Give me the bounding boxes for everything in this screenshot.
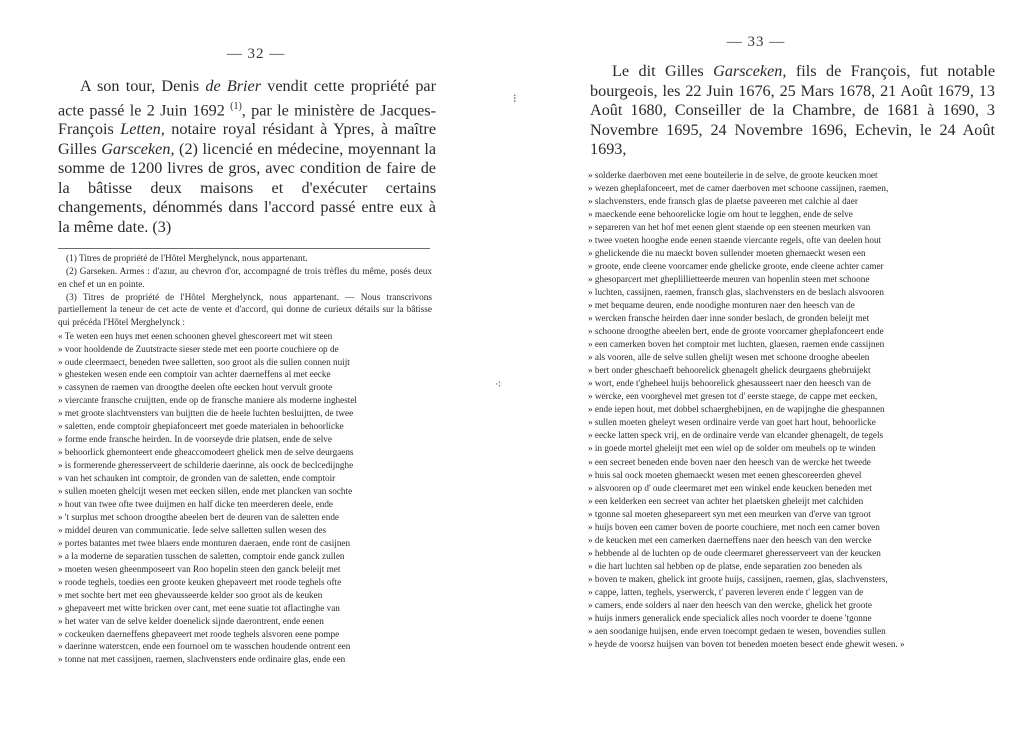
- quote-line: » cassynen de raemen van droogthe deelen ofte eecken hout vervult groote: [58, 382, 333, 393]
- quote-line: » alsvooren op d' oude cleermaret met een winkel ende keucken beneden met: [588, 482, 872, 493]
- quote-line: » wort, ende t'gheheel huijs behoorelick ghesausseert naer den heesch van de: [588, 378, 871, 389]
- quoted-deed-left: [58, 330, 432, 667]
- quoted-deed-right: [588, 169, 1004, 652]
- quote-line: » met bequame deuren, ende noodighe monturen naer den heesch van de: [588, 299, 855, 310]
- quote-line: » forme ende fransche heirden. In de voorseyde drie platsen, ende de selve: [58, 434, 332, 445]
- left-page: [0, 0, 500, 750]
- quote-line: » ghesteken wesen ende een comptoir van achter daerneffens al met eecke: [58, 369, 331, 380]
- main-paragraph: [590, 62, 995, 160]
- quote-line: » van het schauken int comptoir, de gronden van de saletten, ende comptoir: [58, 473, 336, 484]
- quote-line: » een kelderken een secreet van achter het plaetsken gheleijt met calchiden: [588, 495, 864, 506]
- footnote-1: (1) Titres de propriété de l'Hôtel Merghelynck, nous appartenant.: [66, 254, 308, 265]
- text-run: , par le ministère de Jacques-François: [58, 100, 436, 139]
- quote-line: » daerinne waterstcen, ende een fournoel om te wasschen houdende ontrent een: [58, 641, 351, 652]
- quote-line: » saletten, ende comptoir ghepiafonceert met goede materialen in behoorlicke: [58, 421, 344, 432]
- quote-line: » maeckende eene behoorelicke logie om hout te legghen, ende de selve: [588, 208, 853, 219]
- text-run: notaire royal résidant à Ypres, à maître Gilles: [58, 120, 437, 158]
- main-paragraph: [58, 77, 436, 237]
- quote-line: » cockeuken daerneffens ghepaveert met roode teghels alsvoren eene pompe: [58, 628, 340, 639]
- quote-line: » tonne nat met cassijnen, raemen, slachvensters ende ordinaire glas, ende een: [58, 654, 346, 665]
- quote-line: » ghepaveert met witte bricken over cant, met eene suatie tot aflactinghe van: [58, 602, 340, 613]
- quote-line: » solderke daerboven met eene bouteilerie in de selve, de groote keucken moet: [588, 169, 878, 180]
- page-number: — 33 —: [726, 34, 786, 50]
- quote-line: » hebbende al de luchten op de oude cleermaret gheresserveert van der keucken: [588, 547, 881, 558]
- quote-line: » boven te maken, ghelick int groote huijs, cassijnen, raemen, glas, slachvensters,: [588, 573, 888, 584]
- quote-line: » huis sal oock moeten ghemaeckt wesen met eenen ghescoreerden ghevel: [588, 469, 862, 480]
- quote-line: » wezen gheplafonceert, met de camer daerboven met schoone cassijnen, raemen,: [588, 182, 889, 193]
- right-page: [510, 0, 1024, 750]
- page-number: — 32 —: [226, 46, 286, 62]
- gutter-mark: ⁖: [495, 379, 502, 391]
- quote-line: » eecke latten speck vrij, en de ordinaire verde van elcander ghenagelt, de tegels: [588, 430, 884, 441]
- quote-line: » bert onder gheschaeft behoorelick ghenagelt ghelick deurgaens ghebruijekt: [588, 365, 871, 376]
- text-run: vendit cette propriété par acte passé le 2 Juin 1692: [58, 77, 437, 119]
- quote-line: » roode teghels, toedies een groote keuken ghepaveert met roode teghels ofte: [58, 576, 342, 587]
- footnote-ref: (1): [230, 100, 242, 112]
- quote-line: » met groote slachtvensters van buijtten die de heele luchten besluijtten, de twee: [58, 408, 354, 419]
- quote-line: » ghelickende die nu maeckt boven sullender moeten ghemaeckt wesen een: [588, 247, 866, 258]
- quote-line: » voor hooldende de Zuutstracte sieser stede met een poorte couchiere op de: [58, 343, 339, 354]
- quote-line: » groote, ende cleene voorcamer ende ghelicke groote, ende cleene achter camer: [588, 260, 884, 271]
- quote-line: » luchten, cassijnen, raemen, fransch glas, slachvensters en de beslach alsvooren: [588, 286, 884, 297]
- quote-line: » tgonne sal moeten ghesepareert syn met een meurken van d'erve van tgroot: [588, 508, 871, 519]
- quote-line: » een camerken boven het comptoir met luchten, glaesen, raemen ende cassijnen: [588, 339, 885, 350]
- footnote-2: (2) Garseken. Armes : d'azur, au chevron d'or, accompagné de trois trèfles du même, posés deux en chef et un en pointe.: [58, 267, 432, 290]
- text-run: (2) licencié en médecine, moyennant la somme de 1200 livres de gros, avec condition de faire de la bâtisse deux maisons et d'exécuter certains changements, dénommés dans l'accord passé entre eux à la même date. (3): [58, 139, 436, 236]
- quote-line: » oude cleermaect, beneden twee salletten, soo groot als die sullen connen nuijt: [58, 356, 350, 367]
- italic-run: Garsceken,: [101, 139, 175, 158]
- quote-line: » als vooren, alle de selve sullen ghelijt wesen met schoone drooghe abeelen: [588, 352, 870, 363]
- italic-run: de Brier: [205, 77, 262, 95]
- quote-line: » middel deuren van communicatie. Iede selve salletten sullen wesen des: [58, 524, 327, 535]
- quote-line: » sullen moeten ghelcijt wesen met eecken sillen, ende met plancken van sochte: [58, 486, 353, 497]
- quote-line: » die hart luchten sal hebben op de platse, ende separatien zoo beneden als: [588, 560, 862, 571]
- quote-line: » is formerende gheresserveert de schilderie daerinne, als oock de beclcedijnghe: [58, 460, 354, 471]
- quote-line: » portes batantes met twee blaers ende monturen daeraen, ende ront de casijnen: [58, 537, 351, 548]
- footnote-3: (3) Titres de propriété de l'Hôtel Merghelynck, nous appartenant. — Nous transcrivons partiellement la teneur de cet acte de vente et d'accord, qui donne de curieux détails sur la bâtisse qui précéda l'Hôtel Merghelynck :: [58, 292, 432, 328]
- italic-run: Garsceken,: [713, 62, 787, 80]
- footnote-divider: [58, 248, 430, 249]
- quote-line: » sullen moeten gheleyt wesen ordinaire verde van goet hart hout, behoorlicke: [588, 417, 876, 428]
- quote-line: » slachvensters, ende fransch glas de plaetse paveeren met calchie al daer: [588, 195, 858, 206]
- quote-line: » het water van de selve kelder doenelick sijnde daerontrent, ende eenen: [58, 615, 324, 626]
- quote-line: » wercken fransche heirden daer inne sonder beslach, de gronden beleijt met: [588, 313, 870, 324]
- quote-line: » cappe, latten, teghels, yserwerck, t' paveren leveren ende t' leggen van de: [588, 587, 864, 597]
- paragraph-text: [58, 77, 436, 237]
- quote-line: » huijs boven een camer boven de poorte couchiere, met noch een camer boven: [588, 521, 880, 532]
- text-run: fils de François, fut notable bourgeois, les 22 Juin 1676, 25 Mars 1678, 21 Août 1679, 13 Août 1680, Conseiller de la Chambre, de 1681 à 1690, 3 Novembre 1695, 24 Novembre 1696, Echevin, le 24 Août 1693,: [590, 62, 996, 158]
- quote-line: » hout van twee ofte twee duijmen en half dicke ten meerderen deele, ende: [58, 499, 333, 509]
- gutter-mark: ⁝: [513, 93, 517, 105]
- quote-line: » een secreet beneden ende boven naer den heesch van de wercke het tweede: [588, 456, 871, 467]
- quote-line: » schoone droogthe abeelen bert, ende de groote voorcamer gheplafonceert ende: [588, 326, 884, 337]
- quote-line: » moeten wesen gheenmposeert van Roo hopelin steen den ganck beleijt met: [58, 563, 341, 574]
- quote-line: » huijs inmers generalick ende specialick alles noch voorder te doene 'tgonne: [588, 613, 872, 624]
- quote-line: » ende iepen hout, met dobbel schaerghebijnen, en de wapijnghe die ghespannen: [588, 404, 885, 415]
- quote-line: » viercante fransche cruijtten, ende op de fransche maniere als moderne inghestel: [58, 395, 357, 406]
- quote-line: » aen soodanige huijsen, ende erven toecompt gedaen te wesen, bovendies sullen: [588, 626, 886, 637]
- quote-line: » behoorlick ghemonteert ende gheaccomodeert ghelick men de selve deurgaens: [58, 447, 354, 458]
- quote-line: » met sochte bert met een ghevausseerde kelder soo groot als de keuken: [58, 589, 323, 600]
- italic-run: Letten,: [120, 120, 165, 139]
- quote-line: » 't surplus met schoon droogthe abeelen bert de deuren van de saletten ende: [58, 511, 340, 522]
- quote-line: « Te weten een huys met eenen schoonen ghevel ghescoreert met wit steen: [58, 330, 333, 341]
- paragraph-text: [590, 62, 995, 160]
- quote-line: » ghesoparcert met gheplillietteerde meuren van hopenlin steen met schoone: [588, 273, 870, 284]
- quote-line: » wercke, een voorghevel met gresen tot d' eerste staege, de cappe met eecken,: [588, 391, 878, 402]
- quote-line: » camers, ende solders al naer den heesch van den wercke, ghelick het groote: [588, 600, 872, 611]
- text-run: Le dit Gilles: [612, 62, 714, 80]
- quote-line: » in goede mortel gheleijt met een wiel op de solder om meubels op te winden: [588, 443, 876, 454]
- quote-line: » twee voeten hooghe ende eenen staende viercante regels, ofte van deelen hout: [588, 234, 882, 245]
- quote-line: » a la moderne de separatien tusschen de saletten, comptoir ende ganck zullen: [58, 550, 345, 561]
- quote-line: » heyde de voorsz huijsen van boven tot beneden moeten besect ende ghewit wesen. »: [588, 639, 905, 650]
- footnotes: [58, 253, 432, 666]
- quote-line: » de keucken met een camerken daerneffens naer den heesch van den wercke: [588, 534, 872, 545]
- text-run: A son tour, Denis: [80, 77, 206, 95]
- quote-line: » separeren van het hof met eenen glent staende op een steenen meurken van: [588, 221, 871, 232]
